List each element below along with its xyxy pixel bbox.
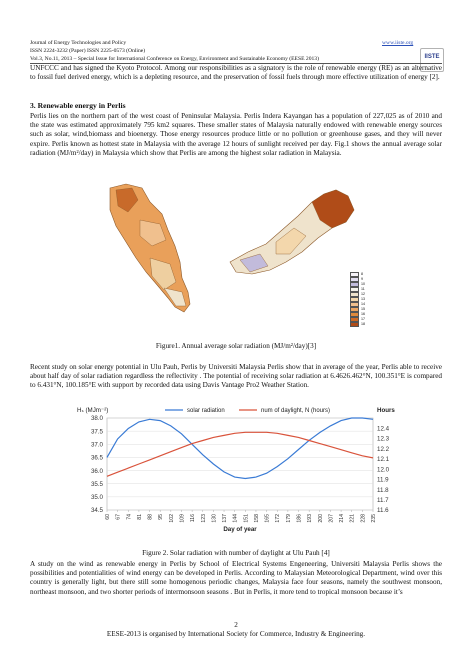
x-tick-label: 74 [126,514,133,520]
website-link[interactable]: www.iiste.org [382,40,414,46]
x-tick-label: 137 [222,514,229,523]
y-left-tick-label: 36.5 [90,454,103,462]
x-tick-label: 214 [339,514,346,523]
legend-label: 9 [361,277,363,282]
y-right-tick-label: 12.4 [377,425,390,433]
x-tick-label: 109 [179,514,186,523]
study-paragraph: Recent study on solar energy potential in Ulu Pauh, Perlis by Universiti Malaysia Perlis show that in average of the year, Perlis able to receive about half day of solar radiation regardless the reflectivity . The potential of receiving solar radiation at 6.4626.462°N, 100.351°E is compared to 6.431°N, 100.185°E with support by recorded data using Davis Vantage Pro2 Weather Station. [30,363,442,390]
figure2-caption: Figure 2. Solar radiation with number of daylight at Ulu Pauh [4] [142,549,330,557]
figure1-caption: Figure1. Annual average solar radiation (MJ/m²/day)[3] [155,342,317,350]
x-tick-label: 151 [243,514,250,523]
x-tick-label: 81 [136,514,143,520]
y-left-tick-label: 38.0 [90,415,103,423]
x-tick-label: 95 [158,514,165,520]
x-tick-label: 158 [253,514,260,523]
legend-label: 14 [361,302,365,307]
y-right-tick-label: 11.6 [377,507,389,515]
section3-paragraph: Perlis lies on the northern part of the west coast of Peninsular Malaysia. Perlis Indera Kayangan has a population of 227,025 as of 2010 and the state was estimated approximately 795 km2 squares. These smaller states of Malaysia naturally endowed with renewable energy sources such as solar, wind,biomass and bioenergy. Those energy resources produce little or no pollution or greenhouse gases, and they will never expire. Perlis known as hottest state in Malaysia with the average 12 hours of sunlight received per day. Fig.1 shows the annual average solar radiation (MJ/m²/day) in Malaysia which show that Perlis are among the highest solar radiation in Malaysia. [30,112,442,157]
x-tick-label: 102 [168,514,175,523]
y-right-tick-label: 12.1 [377,456,390,464]
y-left-tick-label: 37.0 [90,441,103,449]
x-tick-label: 172 [275,514,282,523]
volume-line: Vol.3, No.11, 2013 – Special Issue for International Conference on Energy, Environment and Sustainable Economy (EESE 2013) [30,56,319,62]
x-axis-label: Day of year [223,526,257,533]
issn-line: ISSN 2224-3232 (Paper) ISSN 2225-0573 (Online) [30,48,146,54]
chart-legend-label: num of daylight, N (hours) [261,408,331,414]
legend-label: 16 [361,312,365,317]
legend-item [350,322,365,327]
x-tick-label: 186 [296,514,303,523]
x-tick-label: 207 [328,514,335,523]
x-tick-label: 235 [371,514,377,523]
y-right-tick-label: 11.7 [377,496,389,504]
legend-label: 11 [361,287,365,292]
legend-label: 13 [361,297,365,302]
y-right-tick-label: 12.2 [377,445,390,453]
legend-label: 12 [361,292,365,297]
page-number: 2 [234,621,238,629]
y-left-tick-label: 34.5 [90,507,103,515]
legend-label: 18 [361,322,365,327]
y-left-tick-label: 35.5 [90,480,103,488]
intro-paragraph: UNFCCC and has signed the Kyoto Protocol. Among our responsibilities as a signatory is the role of renewable energy (RE) as an alternative to fossil fuel derived energy, which is a depleting resource, and the preservation of fossil fuels through more effective utilization of energy [2]. [30,64,442,82]
y-right-tick-label: 11.9 [377,476,389,484]
plot-area [107,418,373,510]
wind-paragraph: A study on the wind as renewable energy in Perlis by School of Electrical Systems Engeneering, Universiti Malaysia Perlis shows the possibilities and potentialities of wind energy can be developed in Perlis. According to Malaysian Meteorological Department, wind over this country is generally light, but there still some homogenous periodic changes, Malaysia face four seasons, namely the southwest monsoon, northeast monsoon, and two shorter periods of intermonsoon seasons . But in Perlis, it more tend to tropical monsoon because it’s [30,560,442,596]
footer-text: EESE-2013 is organised by International Society for Commerce, Industry & Engineering. [106,630,366,638]
x-tick-label: 123 [200,514,207,523]
y-right-axis-label: Hours [377,407,395,414]
y-right-tick-label: 12.3 [377,435,390,443]
y-right-tick-label: 12.0 [377,466,390,474]
legend-label: 15 [361,307,365,312]
x-tick-label: 179 [285,514,292,523]
x-tick-label: 60 [105,514,111,520]
legend-label: 8 [361,272,363,277]
legend-label: 10 [361,282,365,287]
y-left-tick-label: 37.5 [90,428,103,436]
solar-daylight-chart [65,402,410,545]
y-left-tick-label: 35.0 [90,494,103,502]
x-tick-label: 130 [211,514,218,523]
x-tick-label: 88 [147,514,154,520]
x-tick-label: 67 [115,514,122,520]
y-left-axis-label: Hₛ (MJm⁻²) [77,407,109,414]
iiste-logo: IISTE [420,48,444,72]
y-left-tick-label: 36.0 [90,467,103,475]
x-tick-label: 228 [360,514,367,523]
x-tick-label: 200 [317,514,324,523]
x-tick-label: 116 [190,514,197,523]
x-tick-label: 165 [264,514,271,523]
x-tick-label: 221 [349,514,356,523]
legend-swatch [350,322,359,327]
section-heading: 3. Renewable energy in Perlis [30,101,126,110]
journal-title: Journal of Energy Technologies and Policy [30,40,127,46]
y-right-tick-label: 11.8 [377,486,389,494]
legend-label: 17 [361,317,365,322]
map-legend [350,272,365,327]
x-tick-label: 193 [307,514,314,523]
chart-legend-label: solar radiation [187,408,225,414]
x-tick-label: 144 [232,514,239,523]
